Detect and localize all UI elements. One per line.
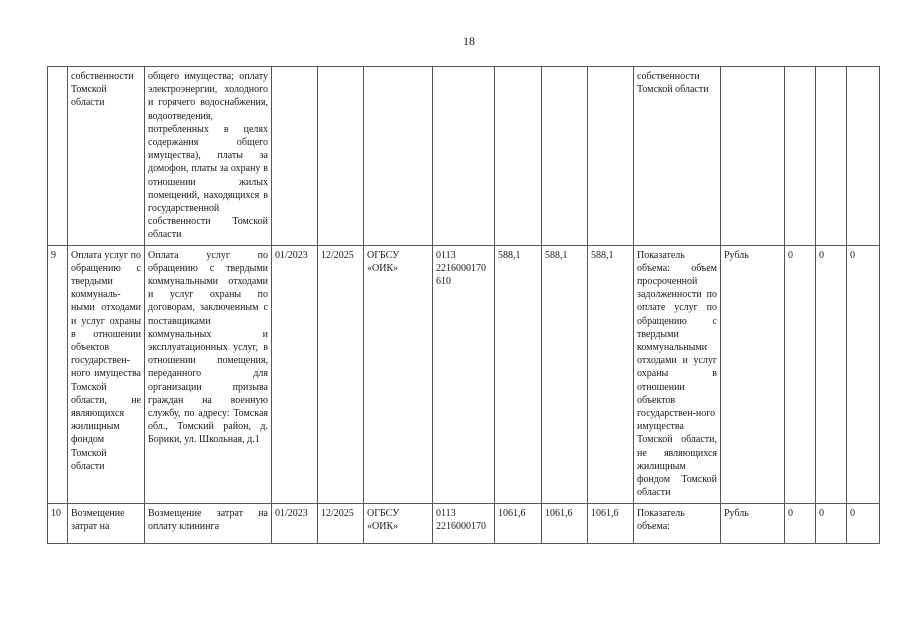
indicator-year-3 [847, 67, 880, 246]
table-row [48, 245, 880, 503]
indicator-year-1: 0 [785, 503, 816, 543]
executor: ОГБСУ «ОИК» [364, 245, 433, 503]
value-year-3: 1061,6 [588, 503, 634, 543]
row-number: 10 [48, 503, 68, 543]
indicator-name: Показатель объема: объем просроченной задолженности по оплате услуг по обращению с твердыми коммунальными отходами и услуг охраны в отношении объектов государствен-ного имущества Томской области, не являющихся жилищным фондом Томской области [634, 245, 721, 503]
budget-code: 0113 2216000170 610 [433, 245, 495, 503]
measure-name: Возмещение затрат на [68, 503, 145, 543]
indicator-year-3: 0 [847, 245, 880, 503]
budget-code: 0113 2216000170 [433, 503, 495, 543]
indicator-year-2: 0 [816, 503, 847, 543]
value-year-2: 1061,6 [542, 503, 588, 543]
table-row [48, 503, 880, 543]
value-year-3 [588, 67, 634, 246]
value-year-2 [542, 67, 588, 246]
start-date: 01/2023 [272, 503, 318, 543]
value-year-3: 588,1 [588, 245, 634, 503]
row-number: 9 [48, 245, 68, 503]
indicator-year-1: 0 [785, 245, 816, 503]
end-date: 12/2025 [318, 245, 364, 503]
indicator-unit: Рубль [721, 245, 785, 503]
row-number [48, 67, 68, 246]
measure-description: Оплата услуг по обращению с твердыми коммунальными отходами и услуг охраны по договорам, заключенным с поставщиками коммунальных и эксплуатационных услуг, в отношении помещения, переданного для организации призыва граждан на военную службу, по адресу: Томская обл., Томский район, д. Борики, ул. Школьная, д.1 [145, 245, 272, 503]
measure-name: Оплата услуг по обращению с твердыми коммуналь-ными отходами и услуг охраны в отношении объектов государствен-ного имущества Томской области, не являющихся жилищным фондом Томской области [68, 245, 145, 503]
table-row [48, 67, 880, 246]
budget-code [433, 67, 495, 246]
indicator-year-1 [785, 67, 816, 246]
budget-table [47, 66, 880, 544]
indicator-unit: Рубль [721, 503, 785, 543]
indicator-name: собственности Томской области [634, 67, 721, 246]
indicator-unit [721, 67, 785, 246]
end-date [318, 67, 364, 246]
value-year-1: 1061,6 [495, 503, 542, 543]
value-year-2: 588,1 [542, 245, 588, 503]
value-year-1 [495, 67, 542, 246]
indicator-year-2: 0 [816, 245, 847, 503]
indicator-year-3: 0 [847, 503, 880, 543]
executor [364, 67, 433, 246]
indicator-year-2 [816, 67, 847, 246]
end-date: 12/2025 [318, 503, 364, 543]
value-year-1: 588,1 [495, 245, 542, 503]
indicator-name: Показатель объема: [634, 503, 721, 543]
start-date: 01/2023 [272, 245, 318, 503]
start-date [272, 67, 318, 246]
measure-name: собственности Томской области [68, 67, 145, 246]
measure-description: Возмещение затрат на оплату клининга [145, 503, 272, 543]
measure-description: общего имущества; оплату электроэнергии, холодного и горячего водоснабжения, водоотведения, потребленных в целях содержания общего имущества), платы за домофон, платы за охрану в отношении жилых помещений, находящихся в государственной собственности Томской области [145, 67, 272, 246]
page-number: 18 [463, 34, 475, 48]
executor: ОГБСУ «ОИК» [364, 503, 433, 543]
